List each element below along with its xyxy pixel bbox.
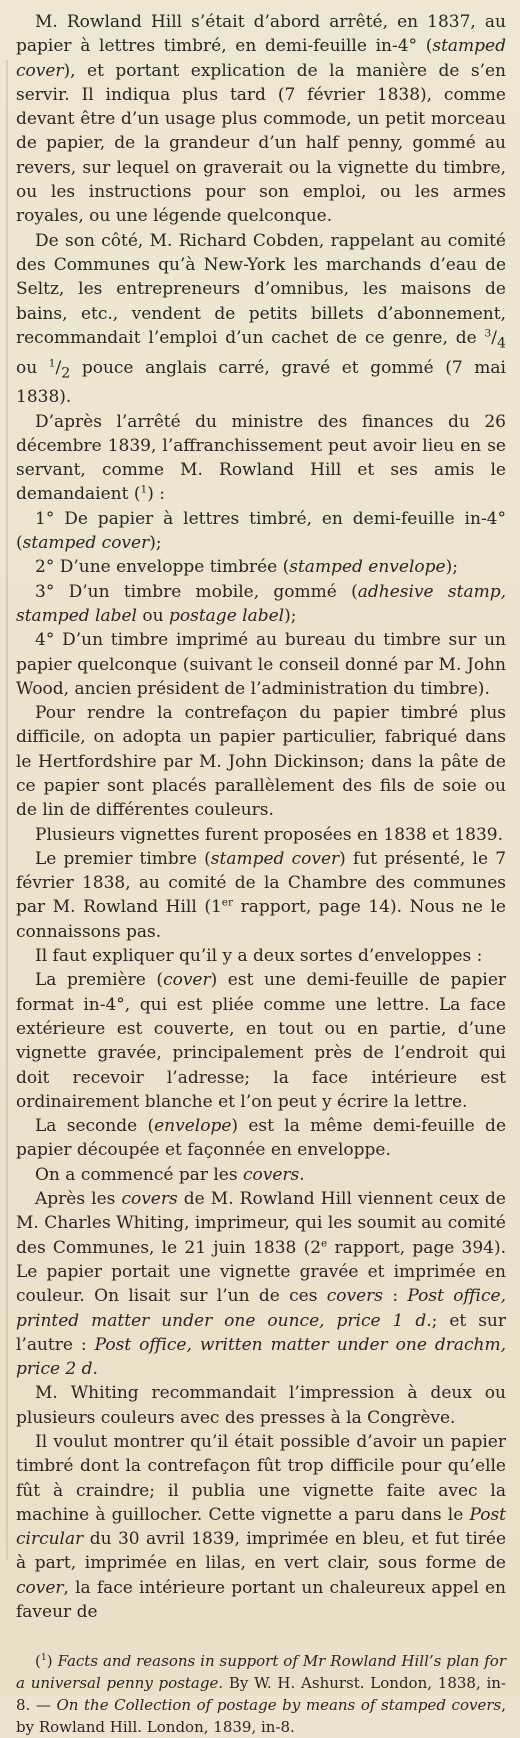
paragraph: La première (cover) est une demi-feuille de papier format in-4°, qui est pliée comme une lettre. La face extérieure est couverte, en tout ou en partie, d’une vignette gravée, principalement près de l’endroit qui doit recevoir l’adresse; la face intérieure est ordinairement blanche et l’on peut y écrire la lettre. (16, 970, 506, 1112)
paragraph: M. Whiting recommandait l’impression à deux ou plusieurs couleurs avec des presses à la Congrève. (16, 1383, 506, 1428)
paragraph: Il voulut montrer qu’il était possible d’avoir un papier timbré dont la contrefaçon fût trop difficile pour qu’elle fût à craindre; il publia une vignette faite avec la machine à guillocher. Cette vignette a paru dans le Post circular du 30 avril 1839, imprimée en bleu, et fut tirée à part, imprimée en lilas, en vert clair, sous forme de cover, la face intérieure portant un chaleureux appel en faveur de (16, 1432, 506, 1623)
paragraph: Après les covers de M. Rowland Hill viennent ceux de M. Charles Whiting, imprimeur, qui les soumit au comité des Communes, le 21 juin 1838 (2e rapport, page 394). Le papier portait une vignette gravée et imprimée en couleur. On lisait sur l’un de ces covers : Post office, printed matter under one ounce, price 1 d.; et sur l’autre : Post office, written matter under one drachm, price 2 d. (16, 1189, 507, 1380)
list-item: 4° D’un timbre imprimé au bureau du timbre sur un papier quelconque (suivant le conseil donné par M. John Wood, ancien président de l’administration du timbre). (16, 630, 506, 699)
paragraph: D’après l’arrêté du ministre des finances du 26 décembre 1839, l’affranchissement peut avoir lieu en se servant, comme M. Rowland Hill et ses amis le demandaient ($^1$) : (16, 411, 506, 505)
list-item: 1° De papier à lettres timbré, en demi-feuille in-4° (stamped cover); (16, 508, 506, 554)
paragraph: M. Rowland Hill s’était d’abord arrêté, en 1837, au papier à lettres timbré, en demi-feuille in-4° (stamped cover), et portant explication de la manière de s’en servir. Il indiqua plus tard (7 février 1838), comme devant être d’un usage plus commode, un petit morceau de papier, de la grandeur d’un half penny, gommé au revers, sur lequel on graverait ou la vignette du timbre, ou les instructions pour son emploi, ou les armes royales, ou une légende quelconque. (16, 12, 506, 227)
paragraph: De son côté, M. Richard Cobden, rappelant au comité des Communes qu’à New-York les marchands d’eau de Seltz, les entrepreneurs d’omnibus, les maisons de bains, etc., vendent de petits billets d’abonnement, recommandait l’emploi d’un cachet de ce genre, de $^3/_4$ ou $^1/_2$ pouce anglais carré, gravé et gommé (7 mai 1838). (16, 230, 506, 408)
paragraph: Le premier timbre (stamped cover) fut présenté, le 7 février 1838, au comité de la Chambre des communes par M. Rowland Hill (1er rapport, page 14). Nous ne le connaissons pas. (16, 848, 507, 942)
list-item: 2° D’une enveloppe timbrée (stamped envelope); (35, 557, 458, 578)
footnote: ($^1$) Facts and reasons in support of Mr Rowland Hill’s plan for a universal penny postage. By W. H. Ashurst. London, 1838, in-8. — On the Collection of postage by means of stamped covers, by Rowland Hill. London, 1839, in-8. (16, 1652, 506, 1737)
paragraph: Plusieurs vignettes furent proposées en 1838 et 1839. (35, 824, 504, 845)
paragraph: Pour rendre la contrefaçon du papier timbré plus difficile, on adopta un papier particulier, fabriqué dans le Hertfordshire par M. John Dickinson; dans la pâte de ce papier sont placés parallèlement des fils de soie ou de lin de différentes couleurs. (16, 703, 506, 821)
paragraph: Il faut expliquer qu’il y a deux sortes d’enveloppes : (35, 946, 483, 967)
list-item: 3° D’un timbre mobile, gommé (adhesive stamp, stamped label ou postage label); (16, 581, 506, 626)
paragraph: On a commencé par les covers. (35, 1164, 305, 1185)
text-column (16, 10, 506, 1738)
paragraph: La seconde (envelope) est la même demi-feuille de papier découpée et façonnée en enveloppe. (16, 1116, 506, 1161)
